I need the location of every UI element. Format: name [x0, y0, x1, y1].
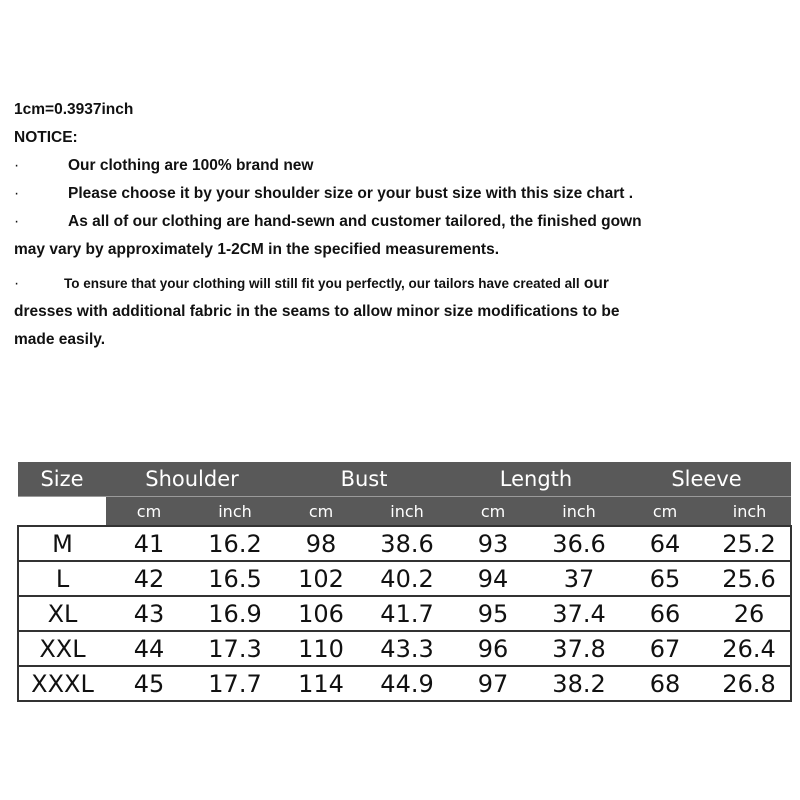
measurement-cell: 110 [278, 631, 364, 666]
measurement-cell: 41 [106, 526, 192, 561]
measurement-cell: 43 [106, 596, 192, 631]
notice-item [14, 180, 774, 208]
measurement-cell: 44.9 [364, 666, 450, 701]
notice-text: Our clothing are 100% brand new [68, 157, 314, 174]
bullet-icon: · [14, 157, 20, 174]
bullet-icon: · [14, 213, 20, 230]
measurement-cell: 94 [450, 561, 536, 596]
size-cell: XXXL [18, 666, 106, 701]
measurement-cell: 16.9 [192, 596, 278, 631]
measurement-cell: 40.2 [364, 561, 450, 596]
bust-header: Bust [278, 462, 450, 497]
measurement-cell: 26.4 [708, 631, 791, 666]
unit-inch: inch [536, 497, 622, 527]
size-chart-table [17, 462, 792, 702]
measurement-cell: 25.6 [708, 561, 791, 596]
table-header-row [18, 462, 791, 497]
measurement-cell: 26.8 [708, 666, 791, 701]
unit-cm: cm [278, 497, 364, 527]
notice-item [14, 270, 774, 354]
measurement-cell: 36.6 [536, 526, 622, 561]
length-header: Length [450, 462, 622, 497]
measurement-cell: 98 [278, 526, 364, 561]
measurement-cell: 16.5 [192, 561, 278, 596]
notice-text-continued: dresses with additional fabric in the seams to allow minor size modifications to be [14, 303, 620, 320]
table-row [18, 596, 791, 631]
bullet-icon: · [14, 275, 20, 292]
unit-inch: inch [708, 497, 791, 527]
notice-text-continued: made easily. [14, 331, 106, 348]
table-row [18, 666, 791, 701]
measurement-cell: 114 [278, 666, 364, 701]
measurement-cell: 41.7 [364, 596, 450, 631]
size-cell: XXL [18, 631, 106, 666]
notice-text: As all of our clothing are hand-sewn and customer tailored, the finished gown [68, 213, 642, 230]
measurement-cell: 26 [708, 596, 791, 631]
size-header: Size [18, 462, 106, 497]
shoulder-header: Shoulder [106, 462, 278, 497]
measurement-cell: 68 [622, 666, 708, 701]
measurement-cell: 96 [450, 631, 536, 666]
measurement-cell: 42 [106, 561, 192, 596]
measurement-cell: 44 [106, 631, 192, 666]
unit-cm: cm [450, 497, 536, 527]
measurement-cell: 93 [450, 526, 536, 561]
unit-blank-cell [18, 497, 106, 527]
measurement-cell: 37 [536, 561, 622, 596]
measurement-cell: 66 [622, 596, 708, 631]
unit-inch: inch [192, 497, 278, 527]
table-row [18, 561, 791, 596]
table-row [18, 526, 791, 561]
measurement-cell: 37.4 [536, 596, 622, 631]
sleeve-header: Sleeve [622, 462, 791, 497]
notice-text: Please choose it by your shoulder size or your bust size with this size chart . [68, 185, 634, 202]
unit-inch: inch [364, 497, 450, 527]
measurement-cell: 38.6 [364, 526, 450, 561]
measurement-cell: 17.7 [192, 666, 278, 701]
size-cell: M [18, 526, 106, 561]
measurement-cell: 95 [450, 596, 536, 631]
measurement-cell: 67 [622, 631, 708, 666]
measurement-cell: 37.8 [536, 631, 622, 666]
notice-title: NOTICE: [14, 129, 78, 146]
bullet-icon: · [14, 185, 20, 202]
table-unit-row [18, 497, 791, 527]
size-cell: L [18, 561, 106, 596]
measurement-cell: 43.3 [364, 631, 450, 666]
unit-cm: cm [622, 497, 708, 527]
conversion-note: 1cm=0.3937inch [14, 101, 134, 118]
measurement-cell: 97 [450, 666, 536, 701]
notice-item [14, 152, 774, 180]
notice-item [14, 208, 774, 264]
notice-text-small: To ensure that your clothing will still fit you perfectly, our tailors have created all [64, 276, 580, 291]
measurement-cell: 16.2 [192, 526, 278, 561]
measurement-cell: 102 [278, 561, 364, 596]
notice-section [14, 96, 774, 354]
notice-text-continued: may vary by approximately 1-2CM in the specified measurements. [14, 241, 499, 258]
measurement-cell: 65 [622, 561, 708, 596]
size-cell: XL [18, 596, 106, 631]
measurement-cell: 38.2 [536, 666, 622, 701]
measurement-cell: 17.3 [192, 631, 278, 666]
table-row [18, 631, 791, 666]
unit-cm: cm [106, 497, 192, 527]
measurement-cell: 45 [106, 666, 192, 701]
notice-text: our [579, 275, 609, 292]
measurement-cell: 25.2 [708, 526, 791, 561]
measurement-cell: 106 [278, 596, 364, 631]
measurement-cell: 64 [622, 526, 708, 561]
